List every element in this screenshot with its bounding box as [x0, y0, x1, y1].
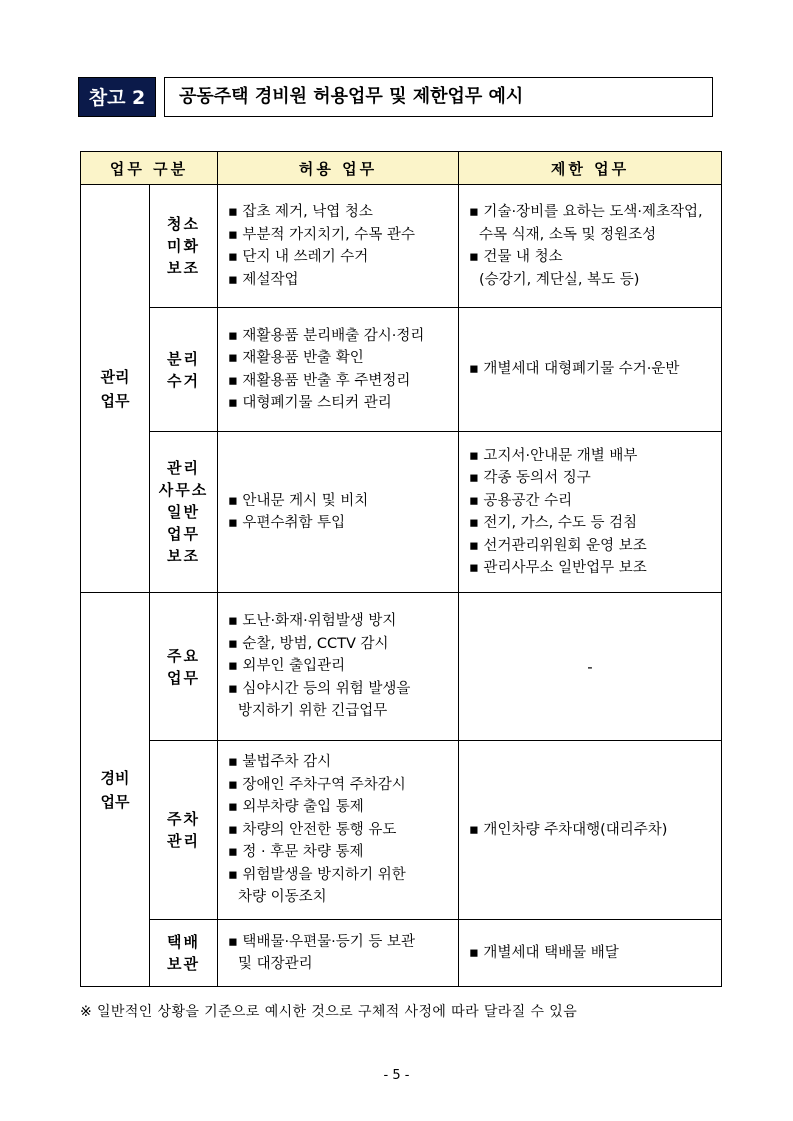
list-item: ▪ 건물 내 청소 [469, 249, 563, 265]
allowed-duties-cell [218, 308, 459, 432]
page-number: - 5 - [383, 1068, 410, 1083]
restricted-duties-cell [459, 741, 722, 920]
restricted-duties-list [459, 819, 721, 842]
list-item: ▪ 단지 내 쓰레기 수거 [228, 249, 369, 265]
subcategory-label-line: 사무소 [158, 481, 209, 499]
list-item: ▪ 고지서·안내문 개별 배부 [469, 447, 638, 464]
category-label-line: 경비 [100, 768, 130, 787]
subcategory-cell [150, 308, 218, 432]
table-row [81, 593, 722, 741]
list-item: ▪ 불법주차 감시 [228, 754, 332, 771]
list-item: ▪ 정 · 후문 차량 통제 [228, 844, 364, 861]
list-item: ▪ 심야시간 등의 위험 발생을 [228, 680, 411, 697]
list-item: ▪ 재활용품 반출 후 주변정리 [228, 372, 411, 389]
restricted-duties-cell: - [459, 593, 722, 741]
list-item: ▪ 개인차량 주차대행(대리주차) [469, 821, 668, 838]
list-item: ▪ 각종 동의서 징구 [469, 470, 591, 486]
list-item: ▪ 재활용품 반출 확인 [228, 350, 364, 366]
category-label-line: 업무 [100, 391, 130, 410]
list-item: ▪ 개별세대 택배물 배달 [469, 944, 619, 961]
list-item: ▪ 전기, 가스, 수도 등 검침 [469, 515, 638, 531]
page-title: 공동주택 경비원 허용업무 및 제한업무 예시 [164, 77, 713, 117]
table-header-row [81, 152, 722, 185]
allowed-duties-list [218, 931, 458, 976]
list-item: ▪ 부분적 가지치기, 수목 관수 [228, 226, 415, 243]
category-label-line: 관리 [100, 367, 130, 386]
list-item: ▪ 제설작업 [228, 271, 299, 288]
restricted-duties-list [459, 445, 721, 580]
restricted-duties-cell [459, 920, 722, 987]
subcategory-label-line: 보조 [167, 547, 200, 565]
subcategory-cell [150, 432, 218, 593]
subcategory-cell [150, 593, 218, 741]
list-item: ▪ 외부인 출입관리 [228, 658, 346, 675]
list-item: ▪ 기술·장비를 요하는 도색·제초작업, [469, 204, 703, 220]
subcategory-label-line: 주차 [167, 810, 200, 828]
list-item: ▪ 재활용품 분리배출 감시·정리 [228, 327, 425, 344]
list-item: ▪ 선거관리위원회 운영 보조 [469, 537, 647, 554]
list-item: ▪ 잡초 제거, 낙엽 청소 [228, 204, 373, 220]
subcategory-label-line: 보관 [167, 955, 200, 973]
reference-label: 참고 2 [78, 77, 156, 117]
header-category: 업무 구분 [81, 152, 218, 185]
allowed-duties-list [218, 751, 458, 909]
restricted-duties-list [459, 201, 721, 291]
subcategory-label-line: 청소 [167, 215, 200, 233]
subcategory-label-line: 보조 [167, 259, 200, 277]
restricted-duties-list [459, 358, 721, 381]
allowed-duties-list [218, 325, 458, 415]
list-item: ▪ 순찰, 방범, CCTV 감시 [228, 635, 389, 652]
list-item: ▪ 우편수취함 투입 [228, 515, 346, 531]
list-item: 및 대장관리 [238, 956, 313, 972]
subcategory-label-line: 분리 [167, 349, 200, 368]
subcategory-label-line: 일반 [167, 503, 200, 521]
subcategory-label-line: 택배 [167, 933, 200, 951]
subcategory-cell [150, 185, 218, 308]
restricted-duties-cell [459, 185, 722, 308]
subcategory-cell [150, 741, 218, 920]
subcategory-cell [150, 920, 218, 987]
category-label-line: 업무 [100, 792, 130, 811]
table-row [81, 308, 722, 432]
subcategory-label-line: 업무 [167, 525, 200, 543]
allowed-duties-list [218, 610, 458, 723]
allowed-duties-cell [218, 432, 459, 593]
list-item: 방지하기 위한 긴급업무 [238, 703, 388, 720]
allowed-duties-cell [218, 920, 459, 987]
header-allowed: 허용 업무 [218, 152, 459, 185]
table-row [81, 741, 722, 920]
category-cell [81, 185, 150, 593]
list-item: ▪ 위험발생을 방지하기 위한 [228, 866, 406, 883]
allowed-duties-cell [218, 593, 459, 741]
subcategory-label-line: 관리 [167, 832, 200, 850]
subcategory-label-line: 수거 [167, 371, 200, 390]
list-item: ▪ 도난·화재·위험발생 방지 [228, 613, 397, 630]
header-restricted: 제한 업무 [459, 152, 722, 185]
table-row [81, 185, 722, 308]
allowed-duties-cell [218, 185, 459, 308]
restricted-duties-cell [459, 432, 722, 593]
restricted-duties-list [459, 942, 721, 965]
list-item: ▪ 택배물·우편물·등기 등 보관 [228, 933, 415, 950]
subcategory-label-line: 업무 [167, 668, 200, 687]
list-item: ▪ 안내문 게시 및 비치 [228, 492, 369, 509]
list-item: (승강기, 계단실, 복도 등) [479, 271, 640, 288]
list-item: ▪ 공용공간 수리 [469, 492, 573, 509]
table-row [81, 432, 722, 593]
duties-table [80, 151, 722, 987]
allowed-duties-list [218, 201, 458, 291]
subcategory-label-line: 주요 [167, 646, 200, 665]
table-body [81, 185, 722, 987]
footnote: ※ 일반적인 상황을 기준으로 예시한 것으로 구체적 사정에 따라 달라질 수 있음 [80, 1004, 578, 1020]
allowed-duties-list [218, 490, 458, 535]
category-cell [81, 593, 150, 987]
restricted-duties-cell [459, 308, 722, 432]
allowed-duties-cell [218, 741, 459, 920]
list-item: ▪ 관리사무소 일반업무 보조 [469, 560, 647, 576]
table-row [81, 920, 722, 987]
list-item: ▪ 외부차량 출입 통제 [228, 799, 364, 816]
subcategory-label-line: 미화 [167, 237, 200, 255]
subcategory-label-line: 관리 [167, 459, 200, 477]
list-item: 수목 식재, 소독 및 정원조성 [479, 226, 657, 243]
section-header [78, 77, 713, 117]
list-item: ▪ 대형폐기물 스티커 관리 [228, 395, 392, 411]
list-item: 차량 이동조치 [238, 889, 327, 906]
list-item: ▪ 장애인 주차구역 주차감시 [228, 776, 406, 793]
list-item: ▪ 개별세대 대형폐기물 수거·운반 [469, 361, 680, 378]
list-item: ▪ 차량의 안전한 통행 유도 [228, 821, 397, 838]
